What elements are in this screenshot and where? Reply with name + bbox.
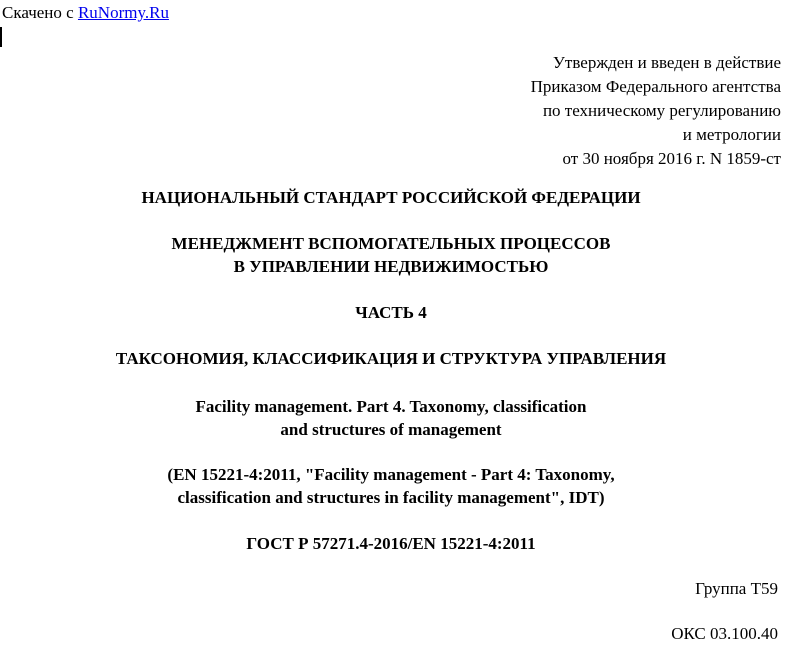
oks-code: ОКС 03.100.40: [671, 624, 778, 643]
part-number: ЧАСТЬ 4: [355, 303, 427, 322]
runormy-link[interactable]: RuNormy.Ru: [77, 3, 169, 22]
approval-line: Утвержден и введен в действие: [552, 53, 781, 72]
standard-type: НАЦИОНАЛЬНЫЙ СТАНДАРТ РОССИЙСКОЙ ФЕДЕРАЦИИ: [141, 188, 641, 207]
approval-line: по техническому регулированию: [542, 101, 781, 120]
en-reference: [0, 463, 782, 509]
group-code: Группа Т59: [695, 579, 778, 598]
approval-line: и метрологии: [682, 125, 781, 144]
document-title-line: МЕНЕДЖМЕНТ ВСПОМОГАТЕЛЬНЫХ ПРОЦЕССОВ: [171, 234, 611, 253]
standard-designation: ГОСТ Р 57271.4-2016/EN 15221-4:2011: [246, 534, 536, 553]
download-source: [2, 3, 169, 23]
approval-line: от 30 ноября 2016 г. N 1859-ст: [562, 149, 781, 168]
text-cursor: [0, 27, 2, 47]
approval-block: [531, 51, 781, 171]
en-reference-line: (EN 15221-4:2011, "Facility management - Part 4: Taxonomy,: [167, 465, 615, 484]
document-title: [0, 232, 782, 278]
en-reference-line: classification and structures in facility management", IDT): [177, 488, 605, 507]
download-source-prefix: Скачено с: [2, 3, 78, 22]
english-title: [0, 395, 782, 441]
document-title-line: В УПРАВЛЕНИИ НЕДВИЖИМОСТЬЮ: [233, 257, 549, 276]
approval-line: Приказом Федерального агентства: [530, 77, 781, 96]
document-subtitle: ТАКСОНОМИЯ, КЛАССИФИКАЦИЯ И СТРУКТУРА УПРАВЛЕНИЯ: [115, 349, 667, 368]
english-title-line: and structures of management: [280, 420, 502, 439]
english-title-line: Facility management. Part 4. Taxonomy, classification: [195, 397, 587, 416]
